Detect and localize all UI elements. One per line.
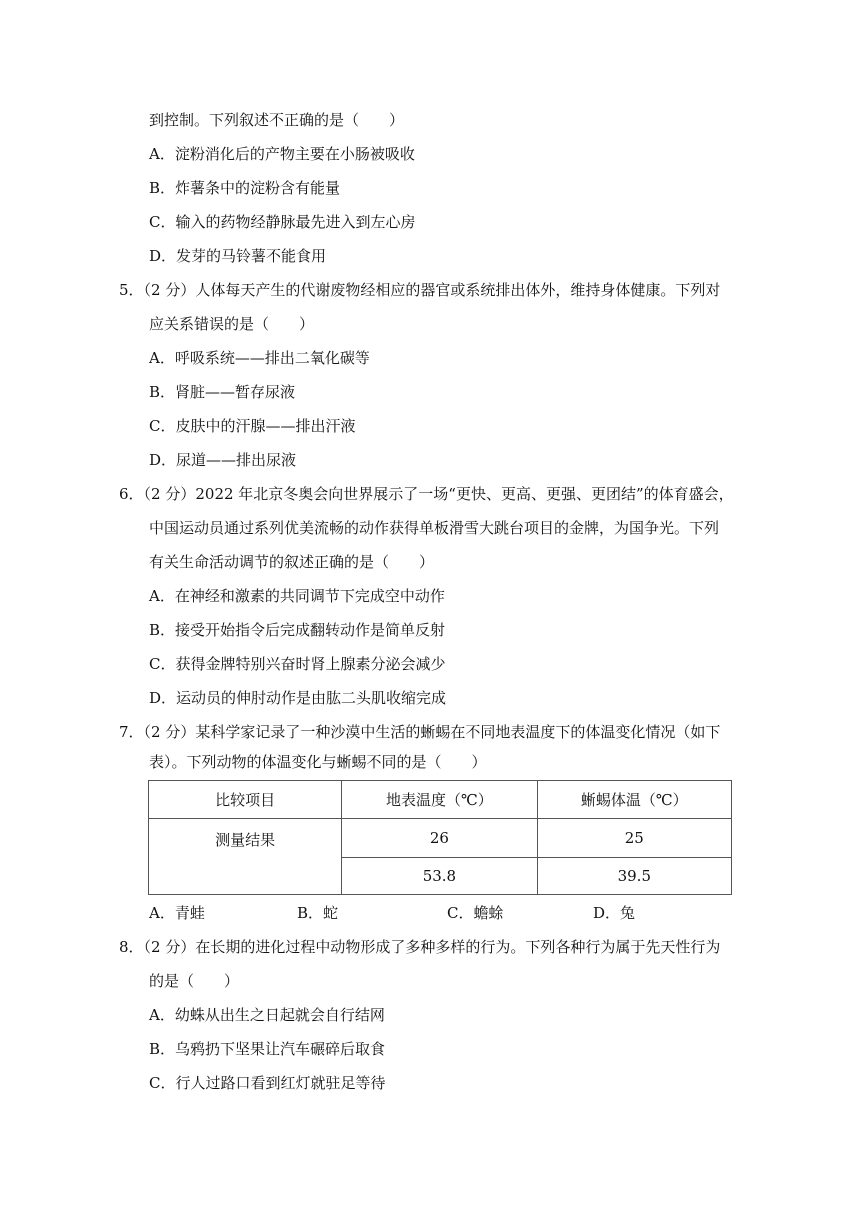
q8-stem-line1: 8．（2 分）在长期的进化过程中动物形成了多种多样的行为。下列各种行为属于先天性行为 — [119, 938, 721, 956]
q7-option-c: C．蟾蜍 — [447, 904, 504, 922]
q5-option-a: A．呼吸系统——排出二氧化碳等 — [149, 349, 370, 367]
table-header-row — [149, 781, 732, 819]
table-row — [149, 819, 732, 858]
table-cell: 25 — [537, 819, 731, 858]
q7-stem-line1: 7．（2 分）某科学家记录了一种沙漠中生活的蜥蜴在不同地表温度下的体温变化情况（如下 — [119, 723, 721, 741]
q6-option-c: C．获得金牌特别兴奋时肾上腺素分泌会减少 — [149, 655, 446, 673]
q7-option-b: B．蛇 — [297, 904, 339, 922]
q8-option-c: C．行人过路口看到红灯就驻足等待 — [149, 1074, 386, 1092]
q7-option-a: A．青蛙 — [149, 904, 205, 922]
q5-stem-line1: 5．（2 分）人体每天产生的代谢废物经相应的器官或系统排出体外，维持身体健康。下列对 — [119, 281, 721, 299]
q6-stem-line2: 中国运动员通过系列优美流畅的动作获得单板滑雪大跳台项目的金牌，为国争光。下列 — [149, 519, 720, 537]
table-header-cell: 比较项目 — [149, 781, 342, 819]
lizard-temperature-table — [148, 780, 732, 895]
q5-stem-line2: 应关系错误的是（ ） — [149, 315, 315, 333]
q4-option-d: D．发芽的马铃薯不能食用 — [149, 247, 327, 265]
q6-option-b: B．接受开始指令后完成翻转动作是简单反射 — [149, 621, 446, 639]
q8-option-a: A．幼蛛从出生之日起就会自行结网 — [149, 1006, 385, 1024]
q4-option-a: A．淀粉消化后的产物主要在小肠被吸收 — [149, 145, 415, 163]
q4-stem-continuation: 到控制。下列叙述不正确的是（ ） — [149, 111, 405, 129]
table-header-cell: 地表温度（℃） — [342, 781, 537, 819]
table-cell: 53.8 — [342, 858, 537, 895]
q6-stem-line1: 6．（2 分）2022 年北京冬奥会向世界展示了一场“更快、更高、更强、更团结”的体育盛会， — [119, 485, 734, 503]
table-row-label: 测量结果 — [149, 819, 342, 895]
table-cell: 26 — [342, 819, 537, 858]
q7-stem-line2: 表）。下列动物的体温变化与蜥蜴不同的是（ ） — [149, 753, 487, 771]
q7-option-d: D．兔 — [593, 904, 636, 922]
table-cell: 39.5 — [537, 858, 731, 895]
q5-option-b: B．肾脏——暂存尿液 — [149, 383, 296, 401]
q4-option-b: B．炸薯条中的淀粉含有能量 — [149, 179, 341, 197]
q5-option-c: C．皮肤中的汗腺——排出汗液 — [149, 417, 356, 435]
table-header-cell: 蜥蜴体温（℃） — [537, 781, 731, 819]
q5-option-d: D．尿道——排出尿液 — [149, 451, 297, 469]
q8-stem-line2: 的是（ ） — [149, 972, 240, 990]
q6-option-a: A．在神经和激素的共同调节下完成空中动作 — [149, 587, 445, 605]
q4-option-c: C．输入的药物经静脉最先进入到左心房 — [149, 213, 416, 231]
q8-option-b: B．乌鸦扔下坚果让汽车碾碎后取食 — [149, 1040, 386, 1058]
q6-stem-line3: 有关生命活动调节的叙述正确的是（ ） — [149, 553, 435, 571]
q6-option-d: D．运动员的伸肘动作是由肱二头肌收缩完成 — [149, 689, 447, 707]
